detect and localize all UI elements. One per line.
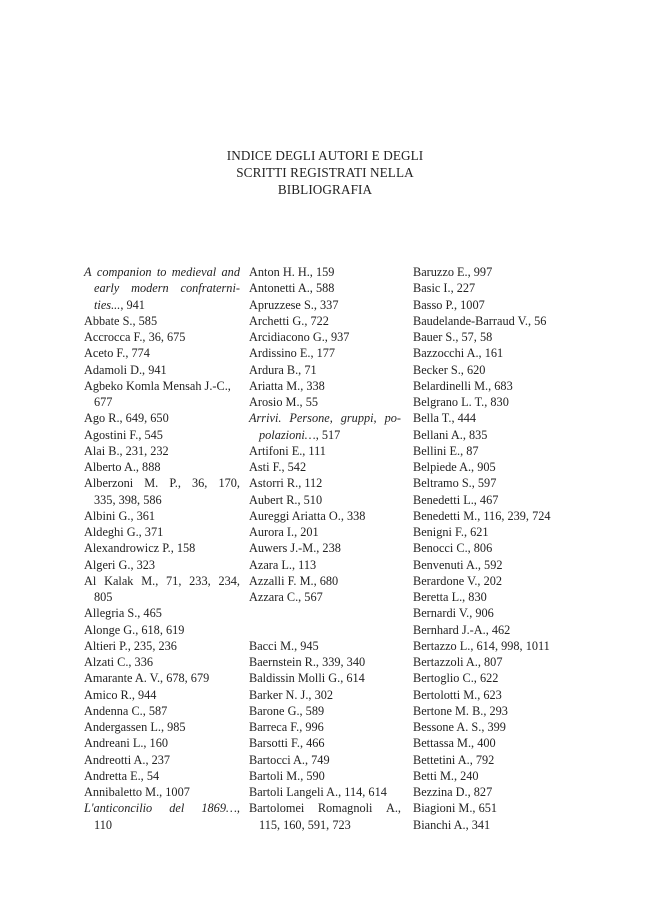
index-entry-line: 677 xyxy=(94,395,113,409)
index-entry-line: Bazzocchi A., 161 xyxy=(413,346,504,361)
index-entry-line: 115, 160, 591, 723 xyxy=(259,817,351,832)
index-entry-line: Abbate S., 585 xyxy=(84,313,158,328)
index-entry-line: Alexandrowicz P., 158 xyxy=(84,541,196,556)
index-entry-line xyxy=(249,800,401,816)
index-entry-word: to xyxy=(156,265,167,279)
index-entry-line: Agbeko Komla Mensah J.-C., xyxy=(84,378,231,393)
index-entry-line: Ardura B., 71 xyxy=(249,362,317,377)
index-entry-word: and xyxy=(221,265,240,279)
index-entry-word: M., xyxy=(141,573,159,588)
index-entry-line: Auwers J.-M., 238 xyxy=(249,541,341,556)
index-entry-pages: , 941 xyxy=(120,297,145,312)
index-entry-line: Archetti G., 722 xyxy=(249,313,329,328)
index-entry-line: Bianchi A., 341 xyxy=(413,817,491,832)
index-entry-word: Arrivi. xyxy=(249,411,282,426)
index-entry-word: early xyxy=(94,281,120,296)
index-column-2 xyxy=(249,264,401,833)
index-title-line-3: BIBLIOGRAFIA xyxy=(277,182,373,197)
index-column-1 xyxy=(84,264,240,833)
index-entry-word: companion xyxy=(96,265,152,279)
index-entry-line: Bella T., 444 xyxy=(413,411,477,426)
index-entry-word: 234, xyxy=(218,573,240,588)
index-entry-line: Bartoli Langeli A., 114, 614 xyxy=(249,785,387,799)
index-entry-word: Alberzoni xyxy=(84,476,134,491)
index-entry-line: Bertazzo L., 614, 998, 1011 xyxy=(413,638,550,653)
index-entry-word: Romagnoli xyxy=(317,801,373,816)
index-entry-line: Benvenuti A., 592 xyxy=(413,557,503,572)
index-entry-word: po- xyxy=(384,411,401,426)
index-entry-line: Accrocca F., 36, 675 xyxy=(84,330,186,344)
index-entry-line: Altieri P., 235, 236 xyxy=(84,638,177,653)
index-title-line-2: SCRITTI REGISTRATI NELLA xyxy=(236,165,414,180)
index-entry-line: Algeri G., 323 xyxy=(84,557,156,572)
index-entry-word: A xyxy=(84,265,92,279)
index-entry-line: Bauer S., 57, 58 xyxy=(413,330,493,344)
index-entry-line: Basic I., 227 xyxy=(413,281,476,296)
index-title-line-1: INDICE DEGLI AUTORI E DEGLI xyxy=(226,148,424,163)
index-entry-line: Ariatta M., 338 xyxy=(249,378,325,393)
index-entry-line: Arosio M., 55 xyxy=(249,395,319,409)
index-gap xyxy=(249,605,401,621)
index-entry-line: Bezzina D., 827 xyxy=(413,785,493,799)
index-entry-line: Bernardi V., 906 xyxy=(413,606,494,621)
index-entry-line: Becker S., 620 xyxy=(413,362,486,377)
index-entry-line: Betti M., 240 xyxy=(413,768,479,783)
index-entry-line: Andergassen L., 985 xyxy=(84,720,186,734)
index-entry-word: 1869…, xyxy=(201,801,240,816)
index-entry-word: 71, xyxy=(166,573,182,588)
index-entry-line: Bertazzoli A., 807 xyxy=(413,655,503,669)
index-entry-line: Aureggi Ariatta O., 338 xyxy=(249,508,366,523)
index-entry-word: Persone, xyxy=(289,411,333,426)
index-entry-word: 170, xyxy=(218,476,240,491)
index-entry-line xyxy=(84,280,240,296)
index-entry-word: medieval xyxy=(171,265,217,279)
index-entry-line: Bartoli M., 590 xyxy=(249,768,325,783)
index-entry-line: Bettassa M., 400 xyxy=(413,736,496,751)
index-entry-line xyxy=(84,264,240,280)
index-entry-line: Bertone M. B., 293 xyxy=(413,703,508,718)
index-entry-line xyxy=(84,800,240,816)
index-entry-title: ties... xyxy=(94,297,121,312)
index-entry-line: Benedetti L., 467 xyxy=(413,492,499,507)
index-entry-line: Amarante A. V., 678, 679 xyxy=(84,671,210,686)
index-entry-line: Adamoli D., 941 xyxy=(84,362,167,377)
index-entry-line: Alzati C., 336 xyxy=(84,655,153,669)
index-entry-line: Bernhard J.-A., 462 xyxy=(413,622,511,637)
index-entry-line xyxy=(84,297,240,313)
index-entry-line: Andenna C., 587 xyxy=(84,703,168,718)
index-entry-line: Ardissino E., 177 xyxy=(249,346,336,361)
index-entry-line: Belpiede A., 905 xyxy=(413,460,496,474)
index-entry-line: Azara L., 113 xyxy=(249,557,317,572)
index-entry-line: 110 xyxy=(94,817,112,832)
index-entry-line: Apruzzese S., 337 xyxy=(249,297,339,312)
index-entry-line: Azzara C., 567 xyxy=(249,590,323,604)
index-entry-line: Annibaletto M., 1007 xyxy=(84,785,190,799)
index-entry-line: Amico R., 944 xyxy=(84,687,157,702)
index-entry-line: 805 xyxy=(94,590,113,604)
index-entry-word: A., xyxy=(385,801,401,816)
index-entry-line: Bellini E., 87 xyxy=(413,443,479,458)
index-entry-word: L'anticoncilio xyxy=(84,801,153,816)
index-entry-line: Beretta L., 830 xyxy=(413,590,487,604)
index-title xyxy=(0,147,650,198)
index-entry-line xyxy=(249,410,401,426)
index-entry-line: Beltramo S., 597 xyxy=(413,476,497,491)
index-entry-word: Kalak xyxy=(104,573,134,588)
index-entry-line: Baldissin Molli G., 614 xyxy=(249,671,365,686)
index-entry-line: Baudelande-Barraud V., 56 xyxy=(413,313,547,328)
index-entry-line: Belgrano L. T., 830 xyxy=(413,395,509,409)
index-entry-word: Al xyxy=(84,573,97,588)
index-entry-line: Bartocci A., 749 xyxy=(249,752,330,767)
index-entry-line: Bellani A., 835 xyxy=(413,427,488,442)
index-entry-line: Andreotti A., 237 xyxy=(84,752,171,767)
index-entry-line: Albini G., 361 xyxy=(84,508,156,523)
index-entry-line: Artifoni E., 111 xyxy=(249,443,326,458)
index-entry-line: Andretta E., 54 xyxy=(84,768,160,783)
index-entry-line: Benedetti M., 116, 239, 724 xyxy=(413,508,551,523)
index-entry-word: confraterni- xyxy=(180,281,240,296)
index-entry-line: Aurora I., 201 xyxy=(249,525,319,539)
index-entry-line: Alberto A., 888 xyxy=(84,460,161,474)
index-entry-line: 335, 398, 586 xyxy=(94,492,162,507)
index-entry-line: Anton H. H., 159 xyxy=(249,265,335,279)
index-entry-title: polazioni… xyxy=(259,427,316,442)
index-entry-line: Berardone V., 202 xyxy=(413,573,503,588)
index-entry-line: Bettetini A., 792 xyxy=(413,752,495,767)
index-entry-word: M. xyxy=(144,476,159,491)
index-entry-line xyxy=(84,573,240,589)
index-column-3 xyxy=(413,264,579,833)
index-entry-line: Bertolotti M., 623 xyxy=(413,687,502,702)
index-entry-line: Aceto F., 774 xyxy=(84,346,150,361)
index-entry-line: Antonetti A., 588 xyxy=(249,281,335,296)
index-entry-line: Bertoglio C., 622 xyxy=(413,671,499,686)
index-entry-word: P., xyxy=(169,476,181,491)
index-entry-word: 233, xyxy=(189,573,211,588)
index-entry-pages: , 517 xyxy=(315,427,341,442)
index-entry-line: Aubert R., 510 xyxy=(249,492,323,507)
index-entry-line: Arcidiacono G., 937 xyxy=(249,330,350,344)
index-entry-line: Aldeghi G., 371 xyxy=(84,525,164,539)
index-entry-word: 36, xyxy=(192,476,208,491)
index-entry-line xyxy=(249,427,401,443)
index-entry-word: gruppi, xyxy=(340,411,377,426)
index-entry-line xyxy=(84,475,240,491)
index-entry-line: Alonge G., 618, 619 xyxy=(84,622,185,637)
index-entry-line: Allegria S., 465 xyxy=(84,606,162,621)
index-entry-line: Barsotti F., 466 xyxy=(249,736,325,751)
index-entry-line: Baruzzo E., 997 xyxy=(413,265,493,279)
index-entry-line: Belardinelli M., 683 xyxy=(413,378,513,393)
index-entry-line: Benigni F., 621 xyxy=(413,525,489,539)
index-gap xyxy=(249,622,401,638)
index-entry-line: Ago R., 649, 650 xyxy=(84,411,169,426)
index-entry-line: Asti F., 542 xyxy=(249,460,307,474)
index-entry-line: Bessone A. S., 399 xyxy=(413,720,506,734)
index-entry-line: Barreca F., 996 xyxy=(249,720,324,734)
index-entry-line: Biagioni M., 651 xyxy=(413,801,498,816)
index-entry-line: Barone G., 589 xyxy=(249,703,325,718)
index-entry-line: Bacci M., 945 xyxy=(249,638,319,653)
index-entry-line: Barker N. J., 302 xyxy=(249,687,334,702)
index-entry-line: Agostini F., 545 xyxy=(84,427,163,442)
index-entry-word: del xyxy=(169,801,185,816)
index-entry-word: Bartolomei xyxy=(249,801,305,816)
index-entry-line: Benocci C., 806 xyxy=(413,541,493,556)
index-entry-line: Astorri R., 112 xyxy=(249,476,323,491)
index-entry-line: Baernstein R., 339, 340 xyxy=(249,655,366,669)
index-entry-line: Alai B., 231, 232 xyxy=(84,443,169,458)
index-entry-line: Basso P., 1007 xyxy=(413,297,485,312)
index-entry-line: Azzalli F. M., 680 xyxy=(249,573,339,588)
index-entry-word: modern xyxy=(131,281,169,296)
index-entry-line: Andreani L., 160 xyxy=(84,736,169,751)
